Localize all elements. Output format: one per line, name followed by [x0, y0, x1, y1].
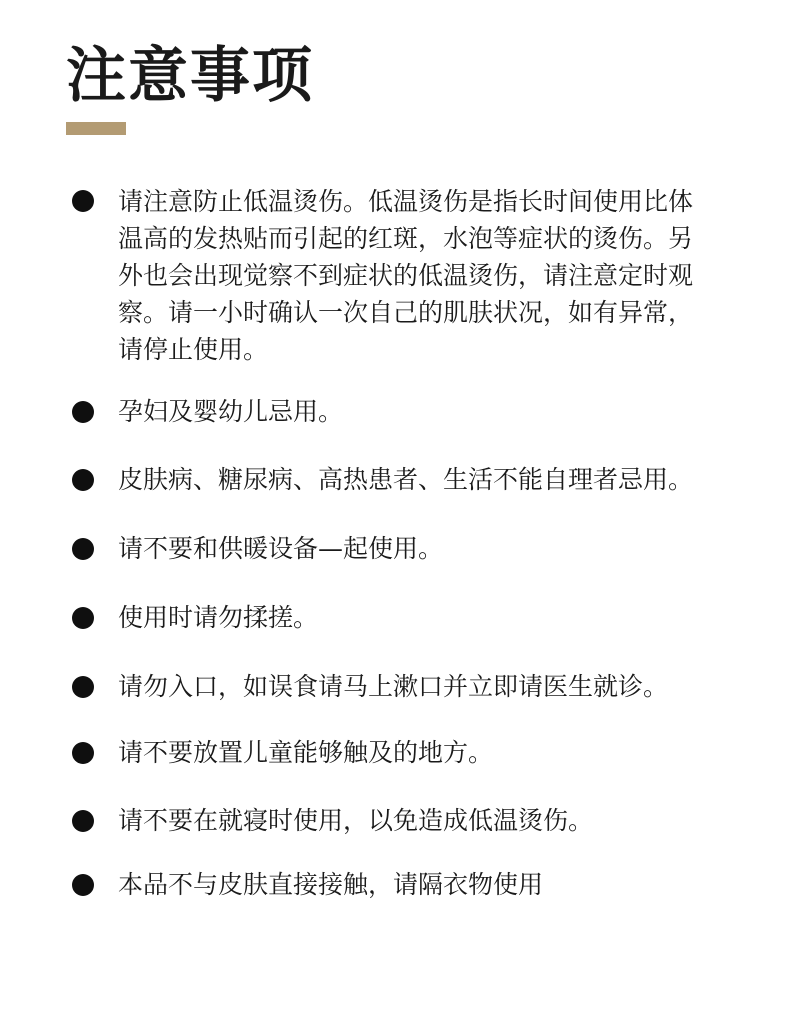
- bullet-icon: [72, 676, 94, 698]
- notice-item: 请不要放置儿童能够触及的地方。: [118, 738, 494, 767]
- bullet-icon: [72, 874, 94, 896]
- bullet-icon: [72, 469, 94, 491]
- notice-item: 请不要在就寝时使用，以免造成低温烫伤。: [118, 806, 594, 835]
- notice-item: 皮肤病、糖尿病、高热患者、生活不能自理者忌用。: [118, 465, 694, 494]
- bullet-icon: [72, 607, 94, 629]
- bullet-icon: [72, 742, 94, 764]
- page-title: 注意事项: [66, 41, 314, 111]
- notice-item: 本品不与皮肤直接接触，请隔衣物使用: [118, 870, 544, 899]
- title-accent-bar: [66, 122, 126, 135]
- notice-item: 请勿入口，如误食请马上漱口并立即请医生就诊。: [118, 672, 669, 701]
- bullet-icon: [72, 190, 94, 212]
- bullet-icon: [72, 538, 94, 560]
- notice-item: 请不要和供暖设备—起使用。: [118, 534, 444, 563]
- notice-item: 孕妇及婴幼儿忌用。: [118, 397, 344, 426]
- bullet-icon: [72, 810, 94, 832]
- bullet-icon: [72, 401, 94, 423]
- notice-item: 请注意防止低温烫伤。低温烫伤是指长时间使用比体温高的发热贴而引起的红斑，水泡等症状的烫伤。另外也会出现觉察不到症状的低温烫伤，请注意定时观察。请一小时确认一次自己的肌肤状况，如有异常，请停止使用。: [118, 187, 694, 364]
- notice-item: 使用时请勿揉搓。: [118, 603, 319, 632]
